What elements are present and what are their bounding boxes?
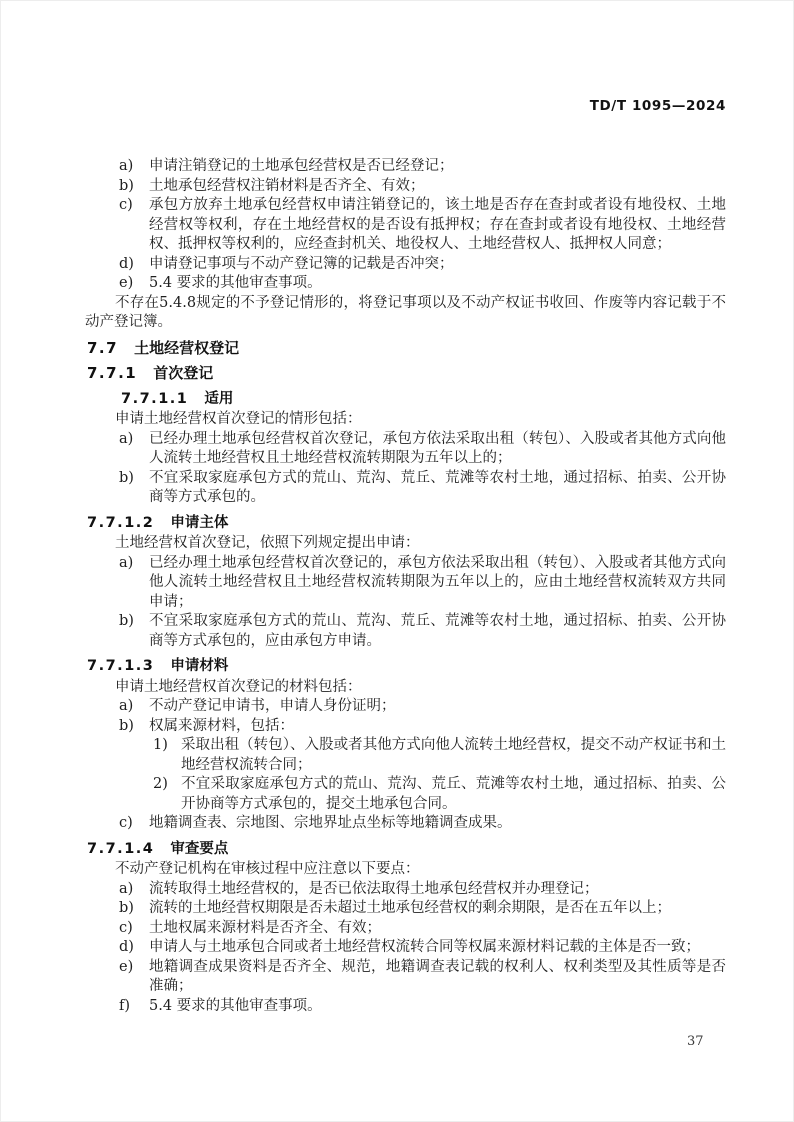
doc-code: TD/T 1095—2024 — [589, 98, 726, 114]
item-label: c) — [119, 815, 133, 831]
item-label: c) — [119, 197, 133, 213]
heading-number: 7.7.1 — [87, 364, 138, 382]
applicant-list — [85, 554, 726, 652]
item-label: b) — [119, 469, 134, 486]
list-item — [119, 554, 726, 613]
item-label: d) — [119, 939, 134, 955]
running-header — [85, 98, 726, 114]
item-label: b) — [119, 613, 134, 629]
item-label: b) — [119, 717, 134, 734]
sub-list-item — [153, 736, 726, 775]
item-text: 地籍调查表、宗地图、宗地界址点坐标等地籍调查成果。 — [149, 815, 512, 831]
item-text: 不宜采取家庭承包方式的荒山、荒沟、荒丘、荒滩等农村土地，通过招标、拍卖、公开协商等方式承包的，应由承包方申请。 — [149, 613, 726, 649]
item-text: 5.4 要求的其他审查事项。 — [149, 275, 322, 291]
materials-list — [85, 697, 726, 834]
item-text: 申请人与土地承包合同或者土地经营权流转合同等权属来源材料记载的主体是否一致； — [149, 939, 700, 955]
list-item — [119, 157, 726, 177]
list-item — [119, 938, 726, 958]
item-label: b) — [119, 177, 134, 194]
heading-title: 适用 — [204, 390, 234, 407]
item-label: f) — [119, 997, 131, 1014]
item-text: 不宜采取家庭承包方式的荒山、荒沟、荒丘、荒滩等农村土地，通过招标、拍卖、公开协商等方式承包的。 — [149, 469, 726, 505]
item-text: 采取出租（转包）、入股或者其他方式向他人流转土地经营权，提交不动产权证书和土地经营权流转合同； — [181, 737, 726, 773]
section-heading-7-7-1-1 — [121, 390, 726, 410]
list-item — [119, 880, 726, 900]
section-heading-7-7-1-4 — [87, 840, 726, 860]
item-label: 1) — [153, 737, 168, 753]
item-label: a) — [119, 698, 134, 714]
heading-number: 7.7.1.2 — [87, 514, 155, 531]
item-label: a) — [119, 880, 134, 897]
heading-title: 首次登记 — [153, 364, 214, 382]
item-label: d) — [119, 255, 134, 272]
item-text: 土地承包经营权注销材料是否齐全、有效； — [149, 177, 425, 194]
section-heading-7-7-1-3 — [87, 657, 726, 677]
sub-list-item — [153, 775, 726, 814]
item-label: e) — [119, 958, 134, 975]
list-item — [119, 919, 726, 939]
section-heading-7-7 — [87, 339, 726, 359]
heading-title: 申请材料 — [170, 658, 229, 674]
list-item — [119, 814, 726, 834]
item-label: b) — [119, 900, 134, 916]
review-points-list — [85, 880, 726, 1017]
item-text: 权属来源材料，包括： — [149, 717, 294, 734]
item-text: 已经办理土地承包经营权首次登记，承包方依法采取出租（转包）、入股或者其他方式向他人流转土地经营权且土地经营权流转期限为五年以上的； — [149, 430, 726, 466]
item-label: a) — [119, 430, 134, 447]
section-intro: 土地经营权首次登记，依照下列规定提出申请： — [115, 535, 420, 551]
section-heading-7-7-1 — [87, 364, 726, 384]
list-item — [119, 255, 726, 275]
item-text: 流转的土地经营权期限是否未超过土地承包经营权的剩余期限，是否在五年以上； — [149, 900, 671, 916]
list-item — [119, 958, 726, 997]
list-item — [119, 430, 726, 469]
item-text: 土地权属来源材料是否齐全、有效； — [149, 919, 381, 936]
sub-list — [149, 736, 726, 814]
section-intro: 申请土地经营权首次登记的材料包括： — [115, 678, 362, 695]
item-text: 流转取得土地经营权的，是否已依法取得土地承包经营权并办理登记； — [149, 880, 599, 897]
list-item — [119, 697, 726, 717]
item-label: c) — [119, 919, 133, 936]
list-item — [119, 274, 726, 294]
section-intro: 不动产登记机构在审核过程中应注意以下要点： — [115, 861, 420, 877]
list-item — [119, 899, 726, 919]
applicability-list — [85, 430, 726, 508]
heading-number: 7.7.1.4 — [87, 840, 155, 857]
list-item — [119, 612, 726, 651]
list-item — [119, 196, 726, 255]
list-item — [119, 469, 726, 508]
review-items-list — [85, 157, 726, 294]
heading-title: 土地经营权登记 — [134, 338, 240, 357]
heading-number: 7.7 — [87, 338, 119, 357]
item-text: 已经办理土地承包经营权首次登记的，承包方依法采取出租（转包）、入股或者其他方式向他人流转土地经营权且土地经营权流转期限为五年以上的，应由土地经营权流转双方共同申请； — [149, 554, 726, 610]
closing-paragraph: 不存在5.4.8规定的不予登记情形的，将登记事项以及不动产权证书收回、作废等内容记载于不动产登记簿。 — [85, 294, 726, 330]
list-item — [119, 717, 726, 815]
item-text-with-sublist — [149, 717, 726, 815]
item-text: 5.4 要求的其他审查事项。 — [149, 997, 322, 1014]
item-label: 2) — [153, 776, 168, 792]
item-text: 地籍调查成果资料是否齐全、规范，地籍调查表记载的权利人、权利类型及其性质等是否准确； — [149, 958, 726, 994]
item-text: 不宜采取家庭承包方式的荒山、荒沟、荒丘、荒滩等农村土地，通过招标、拍卖、公开协商等方式承包的，提交土地承包合同。 — [181, 776, 726, 812]
item-label: e) — [119, 275, 134, 291]
heading-number: 7.7.1.1 — [121, 390, 189, 407]
item-text: 不动产登记申请书，申请人身份证明； — [149, 698, 396, 714]
item-text: 申请注销登记的土地承包经营权是否已经登记； — [149, 158, 454, 174]
item-label: a) — [119, 554, 134, 571]
item-label: a) — [119, 158, 134, 174]
heading-title: 审查要点 — [170, 840, 229, 857]
section-intro: 申请土地经营权首次登记的情形包括： — [115, 411, 362, 427]
list-item — [119, 997, 726, 1017]
list-item — [119, 177, 726, 197]
page-content — [85, 157, 726, 1016]
item-text: 承包方放弃土地承包经营权申请注销登记的，该土地是否存在查封或者设有地役权、土地经营权等权利，存在土地经营权的是否设有抵押权；存在查封或者设有地役权、土地经营权、抵押权等权利的，应经查封机关、地役权人、土地经营权人、抵押权人同意； — [149, 197, 726, 252]
heading-title: 申请主体 — [170, 514, 229, 531]
section-heading-7-7-1-2 — [87, 514, 726, 534]
page-number: 37 — [687, 1034, 704, 1049]
heading-number: 7.7.1.3 — [87, 658, 155, 674]
item-text: 申请登记事项与不动产登记簿的记载是否冲突； — [149, 255, 454, 272]
